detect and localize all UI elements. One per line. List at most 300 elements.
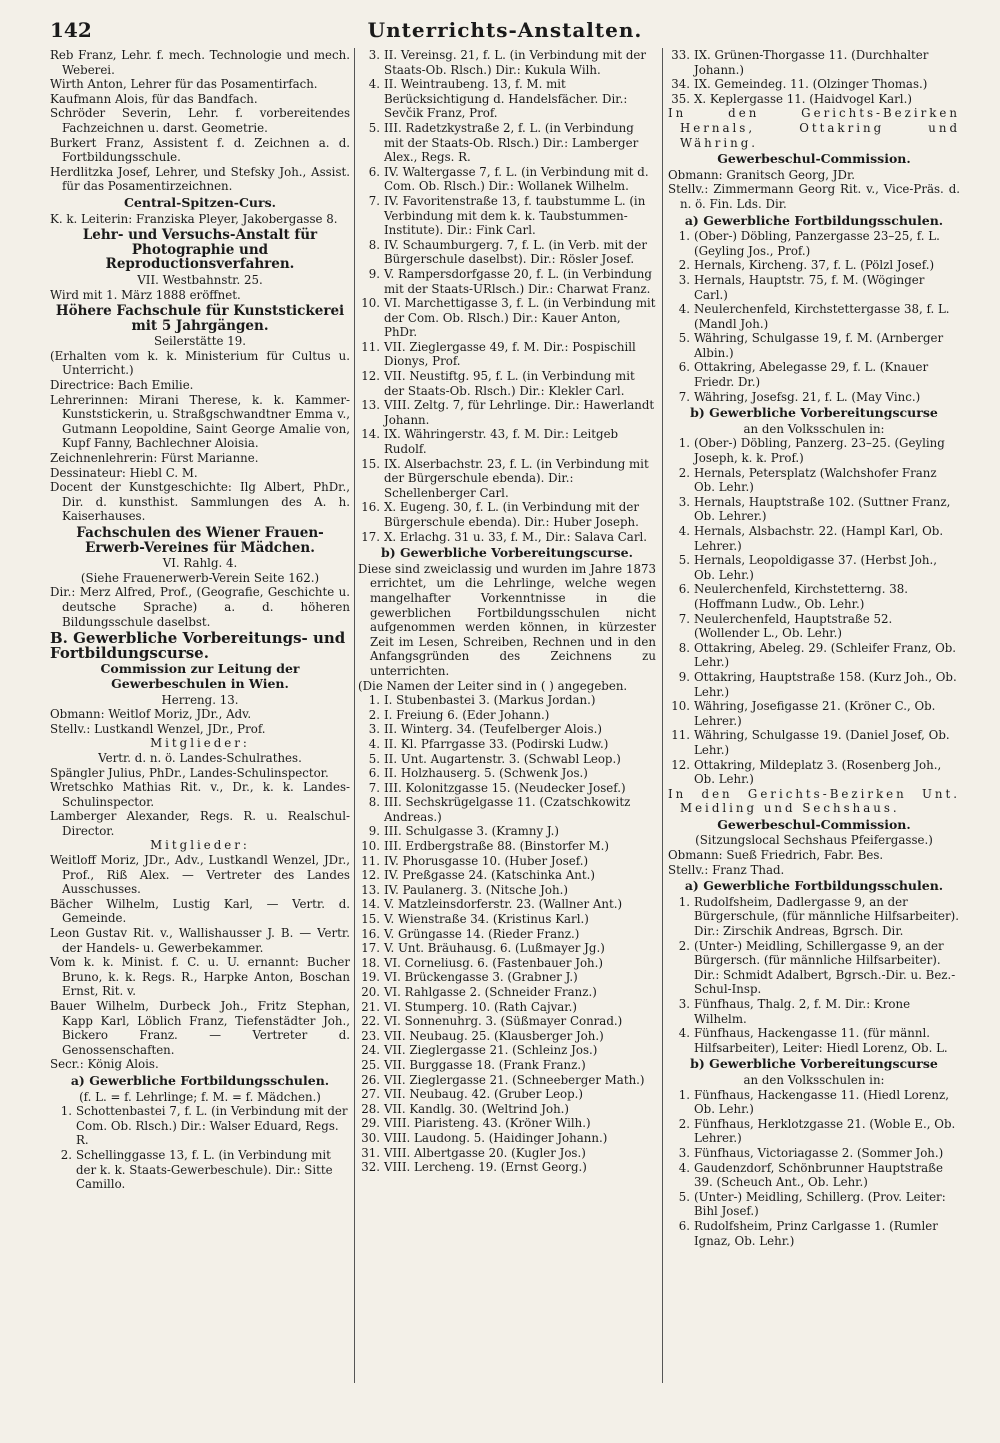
section-heading: a) Gewerbliche Fortbildungsschulen. <box>684 878 944 894</box>
school-list <box>668 895 960 1056</box>
item-number: 12. <box>361 369 380 384</box>
section-heading: Commission zur Leitung der Gewerbeschulen in Wien. <box>100 661 300 691</box>
list-item <box>358 121 656 165</box>
entry: Wirth Anton, Lehrer für das Posamentirfach. <box>50 77 318 92</box>
item-text: V. Wienstraße 34. (Kristinus Karl.) <box>384 912 589 927</box>
item-text: II. Vereinsg. 21, f. L. (in Verbindung mit der Staats-Ob. Rlsch.) Dir.: Kukula Wilh. <box>384 48 646 77</box>
note: (Siehe Frauenerwerb-Verein Seite 162.) <box>80 570 320 585</box>
list-item <box>668 895 960 939</box>
item-text: VI. Rahlgasse 2. (Schneider Franz.) <box>384 985 597 999</box>
item-number: 11. <box>671 728 690 743</box>
list-item <box>668 273 960 302</box>
note: an den Volksschulen in: <box>743 421 885 436</box>
item-number: 15. <box>361 456 380 471</box>
entry: Wretschko Mathias Rit. v., Dr., k. k. Landes-Schulinspector. <box>50 780 350 809</box>
item-number: 22. <box>361 1014 380 1029</box>
entry: Schröder Severin, Lehr. f. vorbereitendes Fachzeichnen u. darst. Geometrie. <box>50 106 350 135</box>
section-heading: Lehr- und Versuchs-Anstalt für Photographie und Reproductionsverfahren. <box>82 227 318 273</box>
item-text: (Ober-) Döbling, Panzergasse 23–25, f. L. (Geyling Jos., Prof.) <box>694 229 940 258</box>
list-item <box>668 670 960 699</box>
item-number: 3. <box>368 722 380 737</box>
item-number: 34. <box>671 77 690 92</box>
item-text: Währing, Schulgasse 19, f. M. (Arnberger Albin.) <box>694 331 944 360</box>
item-number: 19. <box>361 970 380 985</box>
list-item <box>358 1102 656 1117</box>
list-item <box>358 1131 656 1146</box>
address: Herreng. 13. <box>161 692 239 707</box>
item-number: 4. <box>678 302 690 317</box>
item-text: Ottakring, Hauptstraße 158. (Kurz Joh., Ob. Lehr.) <box>694 669 957 699</box>
item-number: 10. <box>671 699 690 714</box>
section-heading: a) Gewerbliche Fortbildungsschulen. <box>684 212 944 228</box>
item-number: 3. <box>678 1145 690 1160</box>
list-item <box>358 824 656 839</box>
list-item <box>668 1088 960 1117</box>
list-item <box>358 1116 656 1131</box>
list-item <box>358 340 656 369</box>
section-heading: b) Gewerbliche Vorbereitungscurse <box>690 405 938 421</box>
item-number: 5. <box>368 751 380 766</box>
list-item <box>668 553 960 582</box>
entry: Stellv.: Zimmermann Georg Rit. v., Vice-Präs. d. n. ö. Fin. Lds. Dir. <box>668 182 960 211</box>
entry: Secr.: König Alois. <box>50 1057 159 1072</box>
list-item <box>358 941 656 956</box>
list-item <box>668 524 960 553</box>
item-number: 20. <box>361 985 380 999</box>
note: an den Volksschulen in: <box>743 1072 885 1087</box>
item-number: 9. <box>368 266 380 281</box>
item-number: 12. <box>361 868 380 883</box>
item-number: 10. <box>361 839 380 854</box>
entry: Bauer Wilhelm, Durbeck Joh., Fritz Stephan, Kapp Karl, Löblich Franz, Tiefenstädter Joh., Bickero Franz. — Vertreter d. Genossenschaften. <box>50 999 350 1057</box>
item-text: VI. Brückengasse 3. (Grabner J.) <box>384 970 578 985</box>
list-item <box>358 897 656 912</box>
item-number: 1. <box>678 229 690 244</box>
item-text: II. Weintraubeng. 13, f. M. mit Berücksichtigung d. Handelsfächer. Dir.: Sevčik Franz, Prof. <box>384 77 628 121</box>
entry: Dir.: Merz Alfred, Prof., (Geografie, Geschichte u. deutsche Sprache) a. d. höheren Bildungsschule daselbst. <box>50 585 350 629</box>
item-text: VIII. Lercheng. 19. (Ernst Georg.) <box>384 1160 587 1175</box>
list-item <box>668 1219 960 1248</box>
district-note: In den Gerichts-Bezirken Hernals, Ottakring und Währing. <box>668 106 960 150</box>
item-text: Fünfhaus, Thalg. 2, f. M. Dir.: Krone Wilhelm. <box>694 997 911 1026</box>
running-title: Unterrichts-Anstalten. <box>367 18 643 42</box>
item-text: IV. Phorusgasse 10. (Huber Josef.) <box>384 853 589 868</box>
entry: Obmann: Granitsch Georg, JDr. <box>668 167 856 182</box>
section-heading: Central-Spitzen-Curs. <box>123 194 276 210</box>
item-number: 6. <box>678 360 690 375</box>
entry: Wird mit 1. März 1888 eröffnet. <box>50 287 241 302</box>
item-text: Schellinggasse 13, f. L. (in Verbindung mit der k. k. Staats-Gewerbeschule). Dir.: Sitte Camillo. <box>76 1147 333 1192</box>
list-item <box>358 48 656 77</box>
item-text: Neulerchenfeld, Kirchstettergasse 38, f. L. (Mandl Joh.) <box>694 302 950 331</box>
column-3 <box>668 48 960 1248</box>
address: VII. Westbahnstr. 25. <box>137 272 263 287</box>
item-number: 17. <box>361 941 380 956</box>
entry: Bächer Wilhelm, Lustig Karl, — Vertr. d. Gemeinde. <box>50 896 350 926</box>
section-heading: Höhere Fachschule für Kunststickerei mit 5 Jahrgängen. <box>55 303 345 334</box>
item-text: V. Unt. Bräuhausg. 6. (Lußmayer Jg.) <box>384 941 605 956</box>
item-text: VII. Zieglergasse 21. (Schneeberger Math.) <box>384 1072 645 1087</box>
item-text: I. Stubenbastei 3. (Markus Jordan.) <box>384 693 596 708</box>
entry: Stellv.: Franz Thad. <box>668 862 785 877</box>
item-number: 21. <box>361 999 380 1014</box>
item-number: 14. <box>361 427 380 442</box>
item-text: Währing, Josefigasse 21. (Kröner C., Ob. Lehrer.) <box>694 699 936 728</box>
item-number: 2. <box>678 938 690 953</box>
item-number: 32. <box>361 1160 380 1175</box>
list-item <box>358 883 656 898</box>
item-text: (Unter-) Meidling, Schillerg. (Prov. Leiter: Bihl Josef.) <box>694 1189 946 1219</box>
item-text: IV. Preßgasse 24. (Katschinka Ant.) <box>384 868 595 883</box>
list-item <box>668 48 960 77</box>
item-number: 27. <box>361 1087 380 1102</box>
item-number: 4. <box>368 77 380 92</box>
item-text: Gaudenzdorf, Schönbrunner Hauptstraße 39. (Scheuch Ant., Ob. Lehr.) <box>694 1160 944 1190</box>
item-number: 3. <box>368 48 380 62</box>
list-item <box>668 302 960 331</box>
list-item <box>668 229 960 258</box>
item-number: 6. <box>368 164 380 179</box>
entry: Obmann: Weitlof Moriz, JDr., Adv. <box>50 707 252 722</box>
list-item <box>358 956 656 971</box>
item-text: III. Radetzkystraße 2, f. L. (in Verbindung mit der Staats-Ob. Rlsch.) Dir.: Lamberger Alex., Regs. R. <box>384 120 639 165</box>
item-text: IV. Waltergasse 7, f. L. (in Verbindung mit d. Com. Ob. Rlsch.) Dir.: Wollanek Wilhelm. <box>384 164 649 194</box>
item-number: 11. <box>361 339 380 354</box>
item-number: 4. <box>678 524 690 538</box>
item-number: 7. <box>368 193 380 208</box>
item-text: Schottenbastei 7, f. L. (in Verbindung mit der Com. Ob. Rlsch.) Dir.: Walser Eduard, Regs. R. <box>76 1104 348 1148</box>
entry: Spängler Julius, PhDr., Landes-Schulinspector. <box>50 765 329 780</box>
school-list <box>668 229 960 404</box>
list-item <box>668 641 960 670</box>
item-text: X. Eugeng. 30, f. L. (in Verbindung mit der Bürgerschule ebenda). Dir.: Huber Joseph. <box>384 500 639 529</box>
item-text: V. Matzleinsdorferstr. 23. (Wallner Ant.) <box>384 897 623 912</box>
address: Seilerstätte 19. <box>153 334 247 349</box>
curse-list <box>668 436 960 786</box>
list-item <box>668 758 960 787</box>
list-item <box>358 927 656 942</box>
item-number: 3. <box>678 997 690 1011</box>
list-item <box>358 1087 656 1102</box>
entry: Reb Franz, Lehr. f. mech. Technologie und mech. Weberei. <box>50 48 350 77</box>
list-item <box>358 985 656 1000</box>
item-text: IX. Grünen-Thorgasse 11. (Durchhalter Johann.) <box>694 48 929 77</box>
list-item <box>358 1029 656 1044</box>
item-text: II. Unt. Augartenstr. 3. (Schwabl Leop.) <box>384 751 621 766</box>
item-text: III. Erdbergstraße 88. (Binstorfer M.) <box>384 839 609 854</box>
entry: Diese sind zweiclassig und wurden im Jahre 1873 errichtet, um die Lehrlinge, welche wegen mangelhafter Vorkenntnisse in die gewerblichen Fortbildungsschulen nicht aufgenommen werden können, in kürzester Zeit im Lesen, Schreiben, Rechnen und in den Anfangsgründen des Zeichnens zu unterrichten. <box>358 561 656 678</box>
item-number: 4. <box>368 736 380 751</box>
item-number: 23. <box>361 1028 380 1043</box>
item-number: 5. <box>368 120 380 135</box>
item-text: Ottakring, Mildeplatz 3. (Rosenberg Joh., Ob. Lehr.) <box>694 757 942 787</box>
entry: Lehrerinnen: Mirani Therese, k. k. Kammer-Kunststickerin, u. Straßgschwandtner Emma v., Gutmann Leopoldine, Saint George Amalie von, Kupf Fanny, Bachlechner Aloisia. <box>50 392 350 451</box>
entry: Weitloff Moriz, JDr., Adv., Lustkandl Wenzel, JDr., Prof., Riß Alex. — Vertreter des Landes Ausschusses. <box>50 853 350 897</box>
item-number: 2. <box>678 465 690 480</box>
item-number: 17. <box>361 529 380 544</box>
list-item <box>358 1000 656 1015</box>
section-b-heading: B. Gewerbliche Vorbereitungs- und Fortbildungscurse. <box>50 629 346 662</box>
item-number: 26. <box>361 1072 380 1087</box>
section-heading: Fachschulen des Wiener Frauen-Erwerb-Vereines für Mädchen. <box>76 525 324 556</box>
list-item <box>358 77 656 121</box>
list-item <box>358 970 656 985</box>
list-item <box>358 839 656 854</box>
item-text: IV. Favoritenstraße 13, f. taubstumme L. (in Verbindung mit dem k. k. Taubstummen-Institute). Dir.: Fink Carl. <box>384 193 646 238</box>
item-number: 3. <box>678 494 690 509</box>
item-number: 13. <box>361 882 380 897</box>
district-note: In den Gerichts-Bezirken Unt. Meidling und Sechshaus. <box>668 786 960 816</box>
list-item <box>668 390 960 405</box>
item-text: VIII. Piaristeng. 43. (Kröner Wilh.) <box>384 1116 591 1131</box>
item-number: 2. <box>678 258 690 273</box>
list-item <box>358 296 656 340</box>
list-item <box>668 1117 960 1146</box>
list-item <box>358 912 656 927</box>
item-text: Rudolfsheim, Dadlergasse 9, an der Bürgerschule, (für männliche Hilfsarbeiter). Dir.: Zirschik Andreas, Bgrsch. Dir. <box>694 894 959 939</box>
section-heading: b) Gewerbliche Vorbereitungscurse <box>690 1056 938 1072</box>
item-text: V. Grüngasse 14. (Rieder Franz.) <box>384 926 580 941</box>
item-text: Hernals, Alsbachstr. 22. (Hampl Karl, Ob. Lehrer.) <box>694 524 944 553</box>
column-2 <box>358 48 656 1175</box>
list-item <box>358 238 656 267</box>
column-1 <box>50 48 350 1192</box>
entry: Leon Gustav Rit. v., Wallishausser J. B. — Vertr. der Handels- u. Gewerbekammer. <box>50 926 350 955</box>
item-text: VII. Neubaug. 42. (Gruber Leop.) <box>384 1087 583 1102</box>
item-text: VI. Sonnenuhrg. 3. (Süßmayer Conrad.) <box>384 1014 623 1029</box>
item-number: 14. <box>361 897 380 912</box>
section-heading: Gewerbeschul-Commission. <box>717 816 911 832</box>
item-number: 16. <box>361 926 380 941</box>
list-item <box>358 1043 656 1058</box>
list-item <box>668 728 960 757</box>
item-text: Ottakring, Abeleg. 29. (Schleifer Franz, Ob. Lehr.) <box>694 640 957 670</box>
list-item <box>668 495 960 524</box>
item-number: 1. <box>60 1104 72 1119</box>
item-text: Fünfhaus, Victoriagasse 2. (Sommer Joh.) <box>694 1145 944 1160</box>
item-number: 28. <box>361 1101 380 1116</box>
item-text: VI. Stumperg. 10. (Rath Cajvar.) <box>384 999 578 1014</box>
list-item <box>50 1148 350 1192</box>
item-text: VIII. Zeltg. 7, für Lehrlinge. Dir.: Hawerlandt Johann. <box>384 398 655 427</box>
page-number: 142 <box>50 18 92 42</box>
item-text: Hernals, Kircheng. 37, f. L. (Pölzl Josef.) <box>694 258 935 273</box>
item-number: 25. <box>361 1057 380 1072</box>
item-text: X. Erlachg. 31 u. 33, f. M., Dir.: Salava Carl. <box>384 529 647 544</box>
list-item <box>668 360 960 389</box>
list-item <box>358 752 656 767</box>
item-text: IX. Alserbachstr. 23, f. L. (in Verbindung mit der Bürgerschule ebenda). Dir.: Schellenberger Carl. <box>384 456 649 500</box>
item-text: VII. Zieglergasse 49, f. M. Dir.: Pospischill Dionys, Prof. <box>384 339 636 369</box>
item-number: 5. <box>678 331 690 346</box>
item-number: 2. <box>678 1116 690 1131</box>
list-item <box>50 1104 350 1148</box>
item-number: 6. <box>678 582 690 597</box>
item-text: Fünfhaus, Hackengasse 11. (Hiedl Lorenz, Ob. Lehr.) <box>694 1087 949 1117</box>
item-number: 4. <box>678 1160 690 1175</box>
item-number: 9. <box>678 669 690 684</box>
section-heading: a) Gewerbliche Fortbildungsschulen. <box>70 1072 330 1088</box>
item-text: Fünfhaus, Herklotzgasse 21. (Woble E., Ob. Lehrer.) <box>694 1116 956 1146</box>
list-item <box>668 77 960 92</box>
item-number: 11. <box>361 853 380 868</box>
item-text: VII. Neubaug. 25. (Klausberger Joh.) <box>384 1028 604 1043</box>
item-number: 1. <box>678 1087 690 1102</box>
item-text: VI. Corneliusg. 6. (Fastenbauer Joh.) <box>384 955 604 970</box>
list-item <box>358 369 656 398</box>
list-item <box>668 436 960 465</box>
item-text: II. Winterg. 34. (Teufelberger Alois.) <box>384 722 602 737</box>
entry: Directrice: Bach Emilie. <box>50 378 194 393</box>
item-number: 10. <box>361 296 380 311</box>
list-item <box>358 737 656 752</box>
list-item <box>358 766 656 781</box>
item-text: III. Kolonitzgasse 15. (Neudecker Josef.) <box>384 780 626 795</box>
list-item <box>358 1014 656 1029</box>
item-number: 5. <box>678 553 690 568</box>
list-item <box>358 165 656 194</box>
item-text: (Ober-) Döbling, Panzerg. 23–25. (Geyling Joseph, k. k. Prof.) <box>694 436 945 466</box>
item-text: (Unter-) Meidling, Schillergasse 9, an der Bürgersch. (für männliche Hilfsarbeiter). Dir.: Schmidt Adalbert, Bgrsch.-Dir. u. Bez.-Schul-Insp. <box>694 938 956 997</box>
entry: Stellv.: Lustkandl Wenzel, JDr., Prof. <box>50 721 266 736</box>
item-text: Währing, Josefsg. 21, f. L. (May Vinc.) <box>694 389 921 404</box>
item-text: VIII. Albertgasse 20. (Kugler Jos.) <box>384 1145 586 1160</box>
item-number: 8. <box>678 640 690 655</box>
item-text: IV. Paulanerg. 3. (Nitsche Joh.) <box>384 882 568 897</box>
page-header <box>50 18 960 48</box>
item-number: 4. <box>678 1026 690 1041</box>
item-number: 9. <box>368 824 380 839</box>
item-number: 8. <box>368 795 380 810</box>
item-text: Fünfhaus, Hackengasse 11. (für männl. Hilfsarbeiter), Leiter: Hiedl Lorenz, Ob. L. <box>694 1026 948 1055</box>
item-number: 2. <box>60 1147 72 1162</box>
item-text: Währing, Schulgasse 19. (Daniel Josef, Ob. Lehr.) <box>694 728 950 757</box>
item-number: 8. <box>368 237 380 252</box>
entry: Herdlitzka Josef, Lehrer, und Stefsky Joh., Assist. für das Posamentirzeichnen. <box>50 164 350 194</box>
list-item <box>668 1026 960 1055</box>
item-text: Hernals, Hauptstr. 75, f. M. (Wöginger Carl.) <box>694 272 925 302</box>
address: VI. Rahlg. 4. <box>162 556 238 571</box>
item-number: 1. <box>678 894 690 909</box>
list-item <box>358 722 656 737</box>
list-item <box>358 427 656 456</box>
entry: Kaufmann Alois, für das Bandfach. <box>50 91 258 106</box>
item-number: 18. <box>361 955 380 970</box>
item-number: 7. <box>368 780 380 795</box>
column-rule-2 <box>662 48 663 1383</box>
entry: Docent der Kunstgeschichte: Ilg Albert, PhDr., Dir. d. kunsthist. Sammlungen des A. h. Kaiserhauses. <box>50 480 350 524</box>
list-item <box>668 258 960 273</box>
item-number: 16. <box>361 500 380 515</box>
item-text: IX. Gemeindeg. 11. (Olzinger Thomas.) <box>694 77 928 92</box>
list-item <box>358 1058 656 1073</box>
list-item <box>358 708 656 723</box>
section-heading: Gewerbeschul-Commission. <box>717 151 911 167</box>
subheading: Mitglieder: <box>150 736 250 751</box>
item-text: Ottakring, Abelegasse 29, f. L. (Knauer Friedr. Dr.) <box>694 360 929 390</box>
list-item <box>668 1161 960 1190</box>
list-item <box>358 693 656 708</box>
item-text: Rudolfsheim, Prinz Carlgasse 1. (Rumler Ignaz, Ob. Lehr.) <box>694 1218 938 1248</box>
list-item <box>668 1146 960 1161</box>
item-number: 33. <box>671 48 690 62</box>
entry: Obmann: Sueß Friedrich, Fabr. Bes. <box>668 848 884 863</box>
list-item <box>668 612 960 641</box>
item-number: 7. <box>678 389 690 404</box>
list-item <box>358 530 656 545</box>
item-text: IX. Währingerstr. 43, f. M. Dir.: Leitgeb Rudolf. <box>384 427 619 457</box>
item-text: Hernals, Leopoldigasse 37. (Herbst Joh., Ob. Lehr.) <box>694 553 938 582</box>
list-item <box>358 500 656 529</box>
list-item <box>668 1190 960 1219</box>
item-number: 30. <box>361 1130 380 1145</box>
item-number: 3. <box>678 272 690 287</box>
list-item <box>358 267 656 296</box>
item-text: Neulerchenfeld, Hauptstraße 52. (Wollender L., Ob. Lehr.) <box>694 611 893 641</box>
item-number: 2. <box>368 707 380 722</box>
list-item <box>358 194 656 238</box>
section-heading: b) Gewerbliche Vorbereitungscurse. <box>381 545 633 561</box>
list-item <box>358 854 656 869</box>
item-number: 24. <box>361 1043 380 1058</box>
item-text: II. Holzhauserg. 5. (Schwenk Jos.) <box>384 766 588 781</box>
entry: Zeichnenlehrerin: Fürst Marianne. <box>50 451 259 466</box>
list-item <box>668 582 960 611</box>
item-number: 7. <box>678 611 690 626</box>
note: (Sitzungslocal Sechshaus Pfeifergasse.) <box>695 833 933 848</box>
item-number: 35. <box>671 91 690 106</box>
list-item <box>668 466 960 495</box>
item-text: Hernals, Hauptstraße 102. (Suttner Franz, Ob. Lehrer.) <box>694 494 951 524</box>
curse-list <box>358 693 656 1175</box>
item-text: II. Kl. Pfarrgasse 33. (Podirski Ludw.) <box>384 736 609 751</box>
list-item <box>668 939 960 997</box>
note: (f. L. = f. Lehrlinge; f. M. = f. Mädchen.) <box>79 1089 321 1104</box>
item-number: 12. <box>671 757 690 772</box>
list-item <box>358 868 656 883</box>
entry: Dessinateur: Hiebl C. M. <box>50 465 198 480</box>
item-number: 1. <box>368 693 380 708</box>
entry: Lamberger Alexander, Regs. R. u. Realschul-Director. <box>50 809 350 838</box>
item-number: 5. <box>678 1189 690 1204</box>
item-number: 15. <box>361 912 380 927</box>
item-text: IV. Schaumburgerg. 7, f. L. (in Verb. mit der Bürgerschule daselbst). Dir.: Rösler Josef. <box>384 237 647 267</box>
entry: (Die Namen der Leiter sind in ( ) angegeben. <box>358 678 628 693</box>
entry: K. k. Leiterin: Franziska Pleyer, Jakobergasse 8. <box>50 211 338 226</box>
list-item <box>358 1073 656 1088</box>
column-rule-1 <box>354 48 355 1383</box>
item-text: VII. Burggasse 18. (Frank Franz.) <box>384 1057 586 1072</box>
item-text: Hernals, Petersplatz (Walchshofer Franz Ob. Lehr.) <box>694 465 937 495</box>
list-item <box>358 398 656 427</box>
subheading: Mitglieder: <box>150 838 250 853</box>
item-text: VII. Zieglergasse 21. (Schleinz Jos.) <box>384 1043 598 1058</box>
list-item <box>358 795 656 824</box>
item-text: VIII. Laudong. 5. (Haidinger Johann.) <box>384 1130 608 1145</box>
curse-list <box>668 1088 960 1249</box>
list-item <box>668 331 960 360</box>
item-text: Neulerchenfeld, Kirchstetterng. 38. (Hoffmann Ludw., Ob. Lehr.) <box>694 582 908 611</box>
item-number: 1. <box>678 436 690 451</box>
item-number: 6. <box>678 1218 690 1233</box>
item-text: III. Schulgasse 3. (Kramny J.) <box>384 824 560 839</box>
entry: Vom k. k. Minist. f. C. u. U. ernannt: Bucher Bruno, k. k. Regs. R., Harpke Anton, Boschan Ernst, Rit. v. <box>50 955 350 999</box>
item-number: 29. <box>361 1116 380 1131</box>
list-item <box>668 997 960 1026</box>
item-number: 6. <box>368 766 380 781</box>
list-item <box>358 1146 656 1161</box>
list-item <box>358 781 656 796</box>
